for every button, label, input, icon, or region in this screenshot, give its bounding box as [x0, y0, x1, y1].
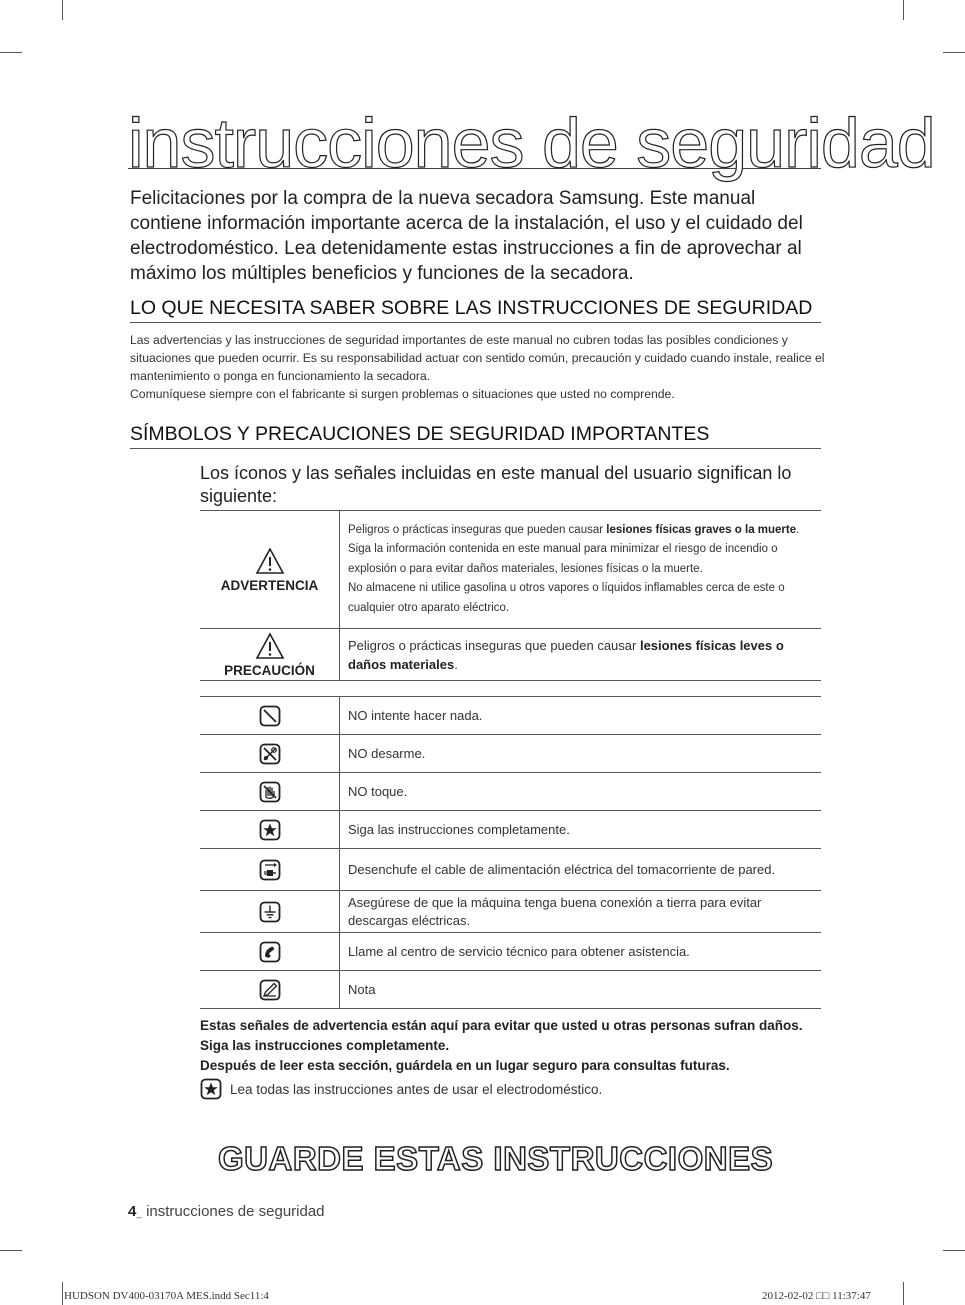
warning-text-cell	[340, 511, 822, 629]
crop-mark	[62, 0, 63, 20]
warning-line-3: No almacene ni utilice gasolina u otros vapores o líquidos inflamables cerca de este o cualquier otro aparato eléctrico.	[348, 582, 785, 614]
icon-row	[200, 811, 821, 849]
caution-label: PRECAUCIÓN	[224, 662, 315, 678]
caution-text: Peligros o prácticas inseguras que pueden causar lesiones físicas leves o daños materiales.	[348, 637, 784, 672]
prohibited-icon	[259, 705, 281, 727]
warning-row	[200, 511, 821, 629]
save-instructions-title: GUARDE ESTAS INSTRUCCIONES	[218, 1140, 774, 1177]
note-icon	[259, 979, 281, 1001]
page-title: instrucciones de seguridad	[128, 104, 935, 182]
page-footer	[128, 1203, 325, 1220]
warning-line-1: Peligros o prácticas inseguras que pueden causar lesiones físicas graves o la muerte.	[348, 523, 800, 536]
icon-description: NO toque.	[340, 773, 822, 811]
safety-info-paragraph: Las advertencias y las instrucciones de seguridad importantes de este manual no cubren todas las posibles condiciones y situaciones que pueden ocurrir. Es su responsabilidad actuar con sentido común, precaución y cuidado cuando instale, realice el mantenimiento o ponga en funcionamiento la secadora.	[130, 333, 825, 383]
icon-description: Nota	[340, 971, 822, 1009]
page-number: 4	[128, 1203, 137, 1220]
print-meta-date: 2012-02-02 □□ 11:37:47	[762, 1290, 871, 1302]
crop-mark	[0, 1250, 22, 1251]
caution-triangle-icon	[255, 632, 285, 660]
caution-icon-cell	[200, 629, 340, 681]
caution-text-cell	[340, 629, 822, 681]
star-note	[200, 1078, 602, 1100]
phone-icon	[259, 941, 281, 963]
star-icon	[259, 819, 281, 841]
icons-table	[200, 696, 821, 1009]
crop-mark	[943, 1250, 965, 1251]
crop-mark	[62, 1282, 63, 1305]
icon-row	[200, 849, 821, 891]
star-icon	[200, 1078, 222, 1100]
section-body-safety-info	[130, 331, 830, 403]
icon-description: NO intente hacer nada.	[340, 697, 822, 735]
no-disassemble-icon	[259, 743, 281, 765]
footer-note: Siga las instrucciones completamente.	[200, 1038, 450, 1053]
icon-description: Desenchufe el cable de alimentación eléctrica del tomacorriente de pared.	[340, 849, 822, 891]
icon-row	[200, 697, 821, 735]
footer-note: Después de leer esta sección, guárdela en un lugar seguro para consultas futuras.	[200, 1058, 730, 1073]
warning-line-2: Siga la información contenida en este manual para minimizar el riesgo de incendio o explosión o para evitar daños materiales, lesiones físicas o la muerte.	[348, 543, 778, 575]
section-heading-safety-info: LO QUE NECESITA SABER SOBRE LAS INSTRUCCIONES DE SEGURIDAD	[130, 297, 821, 323]
crop-mark	[903, 0, 904, 20]
crop-mark	[943, 52, 965, 53]
crop-mark	[903, 1282, 904, 1305]
intro-paragraph: Felicitaciones por la compra de la nueva secadora Samsung. Este manual contiene información importante acerca de la instalación, el uso y el cuidado del electrodoméstico. Lea detenidamente estas instrucciones a fin de aprovechar al máximo los múltiples beneficios y funciones de la secadora.	[130, 188, 803, 284]
icon-row	[200, 773, 821, 811]
icon-row	[200, 933, 821, 971]
icon-description: Asegúrese de que la máquina tenga buena conexión a tierra para evitar descargas eléctricas.	[340, 891, 822, 933]
symbols-intro: Los íconos y las señales incluidas en este manual del usuario significan lo siguiente:	[200, 463, 792, 506]
icon-description: Llame al centro de servicio técnico para obtener asistencia.	[340, 933, 822, 971]
ground-icon	[259, 901, 281, 923]
page-number-separator: _	[136, 1208, 142, 1219]
warning-table	[200, 510, 821, 681]
print-meta-file: HUDSON DV400-03170A MES.indd Sec11:4	[64, 1290, 269, 1302]
caution-row	[200, 629, 821, 681]
icon-description: Siga las instrucciones completamente.	[340, 811, 822, 849]
warning-icon-cell	[200, 511, 340, 629]
footer-note: Estas señales de advertencia están aquí para evitar que usted u otras personas sufran daños.	[200, 1018, 803, 1033]
star-note-text: Lea todas las instrucciones antes de usar el electrodoméstico.	[230, 1081, 603, 1097]
icon-row	[200, 971, 821, 1009]
section-heading-symbols: SÍMBOLOS Y PRECAUCIONES DE SEGURIDAD IMPORTANTES	[130, 423, 821, 449]
footer-notes	[200, 1016, 840, 1076]
warning-label: ADVERTENCIA	[220, 577, 319, 593]
page-footer-label: instrucciones de seguridad	[141, 1203, 325, 1220]
warning-triangle-icon	[255, 547, 285, 575]
icon-row	[200, 891, 821, 933]
icon-description: NO desarme.	[340, 735, 822, 773]
crop-mark	[0, 52, 22, 53]
no-touch-icon	[259, 781, 281, 803]
unplug-icon	[259, 859, 281, 881]
safety-info-contact: Comuníquese siempre con el fabricante si surgen problemas o situaciones que usted no comprende.	[130, 387, 675, 401]
icon-row	[200, 735, 821, 773]
